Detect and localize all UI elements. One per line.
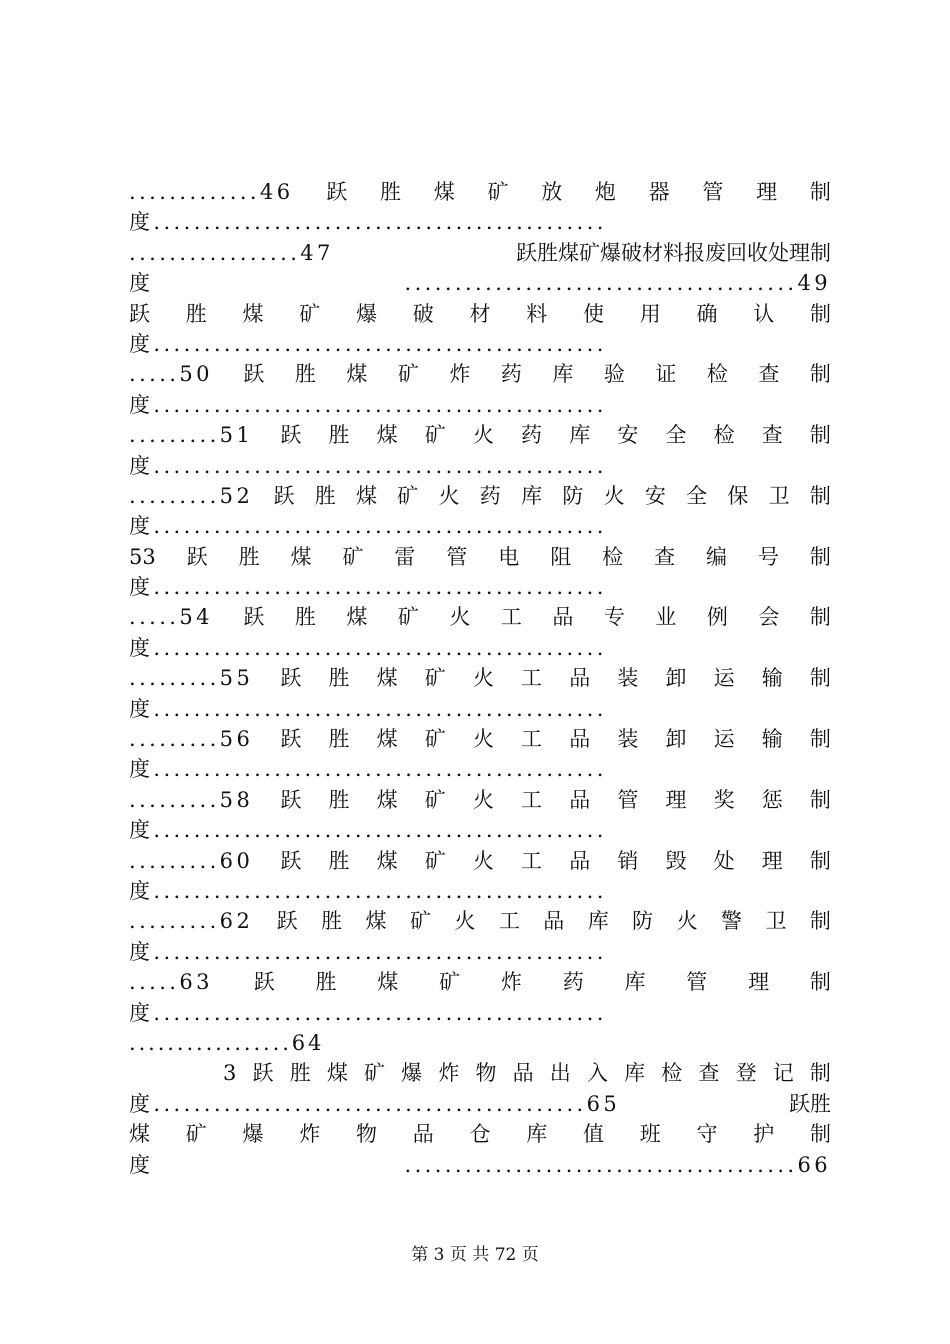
toc-line: .........56 跃 胜 煤 矿 火 工 品 装 卸 运 输 制: [129, 727, 831, 752]
toc-line: 度 .......................................49: [129, 271, 831, 296]
toc-line: 度.............................................: [129, 392, 607, 417]
toc-line: 度.............................................: [129, 635, 607, 660]
toc-line: 度.............................................: [129, 818, 607, 843]
toc-line: 3 跃 胜 煤 矿 爆 炸 物 品 出 入 库 检 查 登 记 制: [223, 1061, 831, 1086]
toc-line: 度.............................................: [129, 1000, 607, 1025]
toc-line: .....50 跃 胜 煤 矿 炸 药 库 验 证 检 查 制: [129, 362, 831, 387]
toc-line: 度.............................................: [129, 757, 607, 782]
toc-line: .........58 跃 胜 煤 矿 火 工 品 管 理 奖 惩 制: [129, 787, 831, 812]
toc-line: 度.............................................: [129, 878, 607, 903]
page-footer: 第 3 页 共 72 页: [411, 1245, 539, 1265]
toc-line: .....54 跃 胜 煤 矿 火 工 品 专 业 例 会 制: [129, 605, 831, 630]
toc-line: 度.............................................: [129, 575, 607, 600]
toc-line: 度.............................................: [129, 453, 607, 478]
toc-line: 度 .......................................66: [129, 1152, 831, 1177]
toc-line: .................64: [129, 1030, 325, 1055]
toc-line: 53 跃 胜 煤 矿 雷 管 电 阻 检 查 编 号 制: [129, 544, 831, 569]
toc-line: .........55 跃 胜 煤 矿 火 工 品 装 卸 运 输 制: [129, 666, 831, 691]
toc-line: 度.............................................: [129, 939, 607, 964]
toc-line: 煤 矿 爆 炸 物 品 仓 库 值 班 守 护 制: [129, 1122, 831, 1147]
toc-line: .....63 跃 胜 煤 矿 炸 药 库 管 理 制: [129, 970, 831, 995]
toc-line: .........60 跃 胜 煤 矿 火 工 品 销 毁 处 理 制: [129, 848, 831, 873]
toc-line: .........62 跃 胜 煤 矿 火 工 品 库 防 火 警 卫 制: [129, 909, 831, 934]
table-of-contents: [129, 177, 831, 1180]
toc-line: .........51 跃 胜 煤 矿 火 药 库 安 全 检 查 制: [129, 423, 831, 448]
toc-line: 度.............................................: [129, 696, 607, 721]
toc-line: 跃 胜 煤 矿 爆 破 材 料 使 用 确 认 制: [129, 301, 831, 326]
toc-line: 度.............................................: [129, 210, 607, 235]
toc-line: 度.............................................: [129, 331, 607, 356]
toc-line: .........52 跃 胜 煤 矿 火 药 库 防 火 安 全 保 卫 制: [129, 483, 831, 508]
toc-line: .............46 跃 胜 煤 矿 放 炮 器 管 理 制: [129, 180, 831, 204]
toc-line: 度.............................................: [129, 514, 607, 539]
toc-line: .................47 跃胜煤矿爆破材料报废回收处理制: [129, 240, 831, 265]
toc-line: 度...........................................65 跃胜: [129, 1091, 831, 1116]
